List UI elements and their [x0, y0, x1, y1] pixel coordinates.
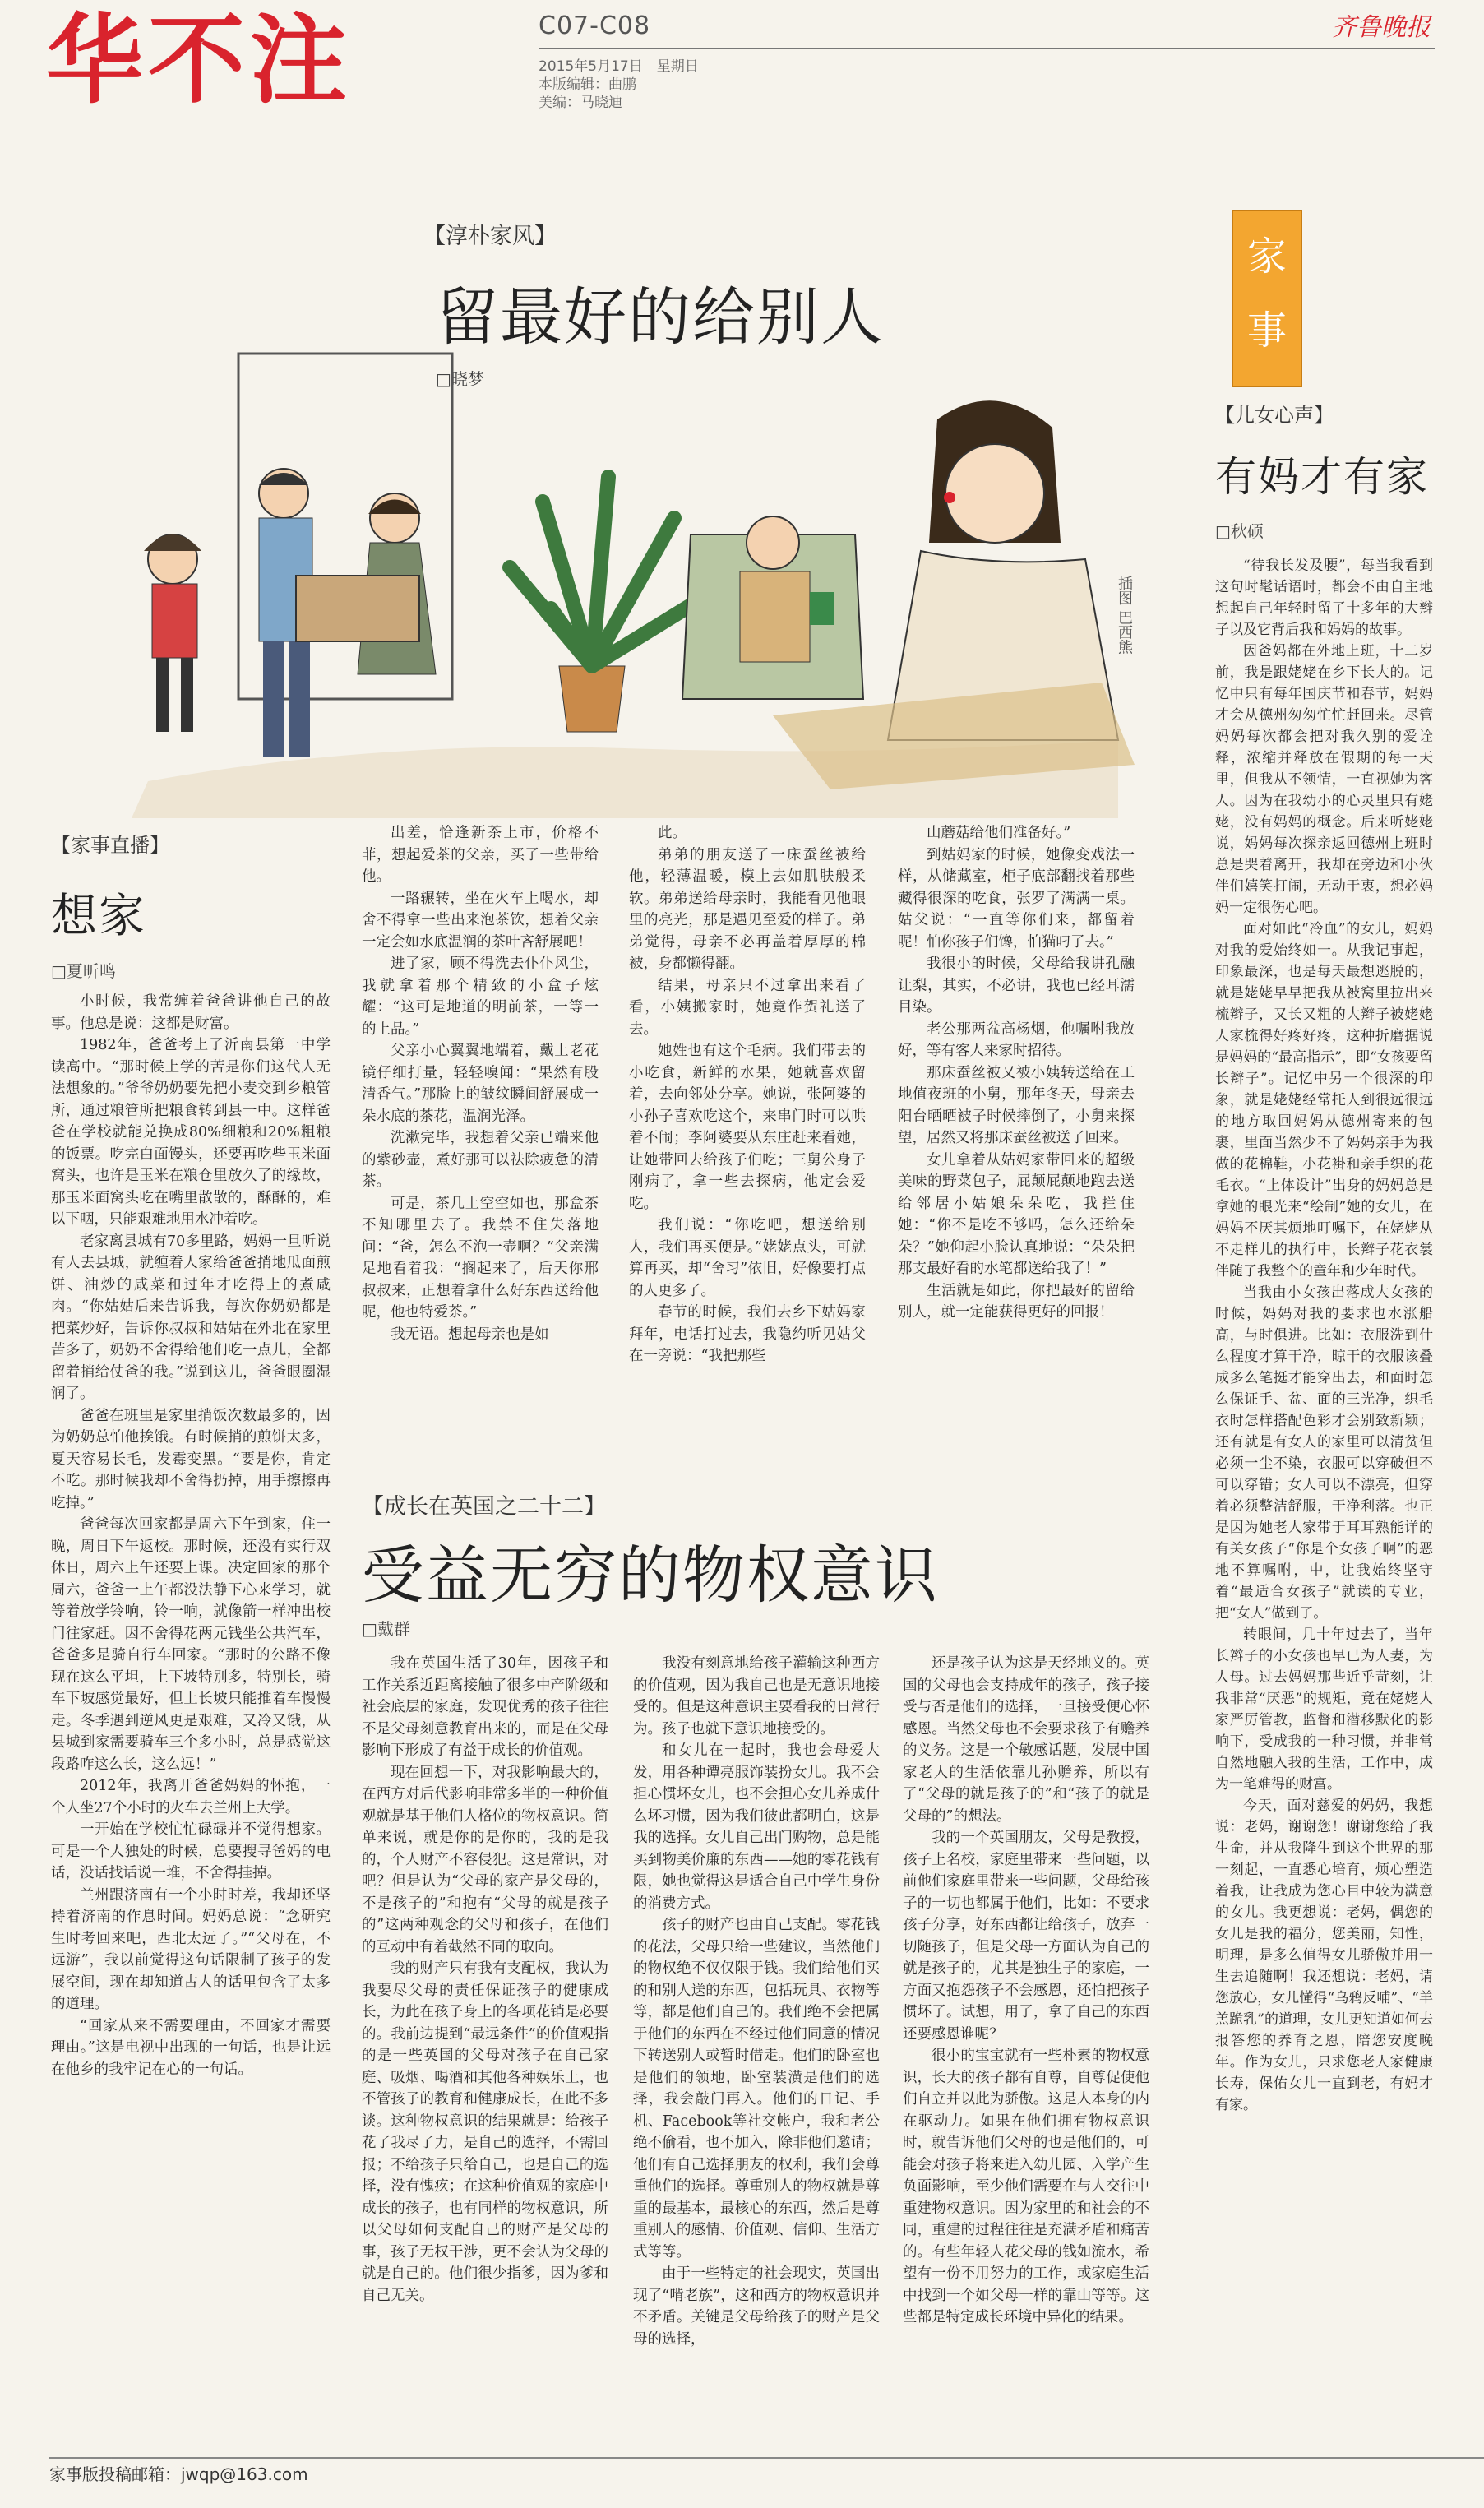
illustration-credit: 插图 巴西熊: [1116, 576, 1133, 655]
paragraph: 因爸妈都在外地上班，十二岁前，我是跟姥姥在乡下长大的。记忆中只有每年国庆节和春节，妈妈才会从德州匆匆忙忙赶回来。尽管妈妈每次都会把对我久别的爱诠释，浓缩并释放在假期的每一天里，但我从不领情，一直视她为客人。因为在我幼小的心灵里只有姥姥，没有妈妈的概念。后来听姥姥说，妈妈每次探亲返回德州上班时总是哭着离开，我却在旁边和小伙伴们嬉笑打闹，无动于衷，想必妈妈一定很伤心吧。: [1215, 643, 1433, 916]
article3-tag: 【成长在英国之二十二】: [362, 1494, 606, 1520]
article1-title: 留最好的给别人: [436, 280, 885, 354]
paragraph: 洗漱完毕，我想着父亲已端来他的紫砂壶，煮好那可以祛除疲惫的清茶。: [362, 1130, 599, 1190]
section-badge: [1232, 210, 1302, 387]
article1-col2-text: [629, 822, 866, 1367]
paragraph: 爸爸每次回家都是周六下午到家，住一晚，周日下午返校。那时候，还没有实行双休日，周六上午还要上课。决定回家的那个周六，爸爸一上午都没法静下心来学习，就等着放学铃响，铃一响，就像箭一样冲出校门往家赶。因不舍得花两元钱坐公共汽车，爸爸多是骑自行车回家。“那时的公路不像现在这么平坦，上下坡特别多，特别长，骑车下坡感觉最好，但上长坡只能推着车慢慢走。冬季遇到逆风更是艰难，又冷又饿，从县城到家需要骑车三个多小时，总是感觉这段路咋这么长，这么远！”: [51, 1516, 331, 1773]
paragraph: 现在回想一下，对我影响最大的，在西方对后代影响非常多半的一种价值观就是基于他们人格位的物权意识。简单来说，就是你的是你的，我的是我的，个人财产不容侵犯。这是常识，对吧？但是认为“父母的家产是父母的，不是孩子的”和抱有“父母的就是孩子的”这两种观念的父母和孩子，在他们的互动中有着截然不同的取向。: [362, 1764, 608, 1955]
paragraph: 我没有刻意地给孩子灌输这种西方的价值观，因为我自己也是无意识地接受的。但是这种意识主要看我的日常行为。孩子也就下意识地接受的。: [633, 1655, 880, 1738]
sidebar-byline: □秋硕: [1215, 521, 1264, 541]
article1-col3-text: [898, 822, 1135, 1324]
header-divider: [539, 48, 1435, 49]
paragraph: 小时候，我常缠着爸爸讲他自己的故事。他总是说：这都是财富。: [51, 993, 331, 1032]
paragraph: 很小的宝宝就有一些朴素的物权意识，长大的孩子都有自尊，自尊促使他们自立并以此为骄傲。这是人本身的内在驱动力。如果在他们拥有物权意识时，就告诉他们父母的也是他们的，可能会对孩子将来进入幼儿园、入学产生负面影响，至少他们需要在与人交往中重建物权意识。因为家里的和社会的不同，重建的过程往往是充满矛盾和痛苦的。有些年轻人花父母的钱如流水，希望有一份不用努力的工作，或家庭生活中找到一个如父母一样的靠山等等。这些都是特定成长环境中异化的结果。: [903, 2048, 1149, 2325]
page-numbers: C07-C08: [539, 12, 651, 40]
paragraph: 我无语。想起母亲也是如: [391, 1326, 549, 1343]
article1-column-2: [629, 822, 866, 1364]
article1-byline: □晓梦: [436, 369, 484, 389]
paragraph: 那床蚕丝被又被小姨转送给在工地值夜班的小舅，那年冬天，母亲去阳台晒晒被子时候摔倒了，小舅来探望，居然又将那床蚕丝被送了回来。: [898, 1064, 1135, 1146]
article3-column-2: [633, 1653, 880, 2446]
paragraph: 生活就是如此，你把最好的留给别人，就一定能获得更好的回报！: [898, 1282, 1135, 1321]
paragraph: 我们说：“你吃吧，想送给别人，我们再买便是。”姥姥点头，可就算再买，却“舍习”依旧，好像要打点的人更多了。: [629, 1217, 866, 1299]
paragraph: 2012年，我离开爸爸妈妈的怀抱，一个人坐27个小时的火车去兰州上大学。: [51, 1778, 331, 1816]
paragraph: 到姑妈家的时候，她像变戏法一样，从储藏室，柜子底部翻找着那些藏得很深的吃食，张罗了满满一桌。姑父说：“一直等你们来，都留着呢！怕你孩子们馋，怕猫叼了去。”: [898, 846, 1135, 951]
paragraph: “回家从来不需要理由，不回家才需要理由。”这是电视中出现的一句话，也是让远在他乡的我牢记在心的一句话。: [51, 2017, 331, 2078]
footer-contact: 家事版投稿邮箱：jwqp@163.com: [49, 2464, 308, 2484]
sidebar-title: 有妈才有家: [1215, 453, 1429, 501]
paragraph: 一开始在学校忙忙碌碌并不觉得想家。可是一个人独处的时候，总要搜寻爸妈的电话，没话找话说一堆，不舍得挂掉。: [51, 1821, 331, 1881]
paragraph: 父亲小心翼翼地端着，戴上老花镜仔细打量，轻轻嗅闻：“果然有股清香气。”那脸上的皱纹瞬间舒展成一朵水底的茶花，温润光泽。: [362, 1043, 599, 1125]
paragraph: 还是孩子认为这是天经地义的。英国的父母也会支持成年的孩子，孩子接受与否是他们的选择，一旦接受便心怀感恩。当然父母也不会要求孩子有赡养的义务。这是一个敏感话题，发展中国家老人的生活依靠儿孙赡养，所以有了“父母的就是孩子的”和“孩子的就是父母的”的想法。: [903, 1655, 1149, 1825]
footer-divider: [49, 2457, 1484, 2459]
paragraph: 可是，茶几上空空如也，那盒茶不知哪里去了。我禁不住失落地问：“爸，怎么不泡一壶啊？”父亲满足地看着我：“搁起来了，后天你邢叔叔来，正想着拿什么好东西送给他呢，他也特爱茶。”: [362, 1195, 599, 1321]
paragraph: 爸爸在班里是家里捎饭次数最多的，因为奶奶总怕他挨饿。有时候捎的煎饼太多，夏天容易长毛，发霉变黑。“要是你，肯定不吃。那时候我却不舍得扔掉，用手擦擦再吃掉。”: [51, 1407, 331, 1511]
article2-tag: 【家事直播】: [51, 834, 169, 857]
sidebar-body: [1215, 555, 1433, 2438]
paragraph: 老公那两盆高杨烟，他嘱咐我放好，等有客人来家时招待。: [898, 1020, 1135, 1059]
paragraph: 今天，面对慈爱的妈妈，我想说：老妈，谢谢您！谢谢您给了我生命，并从我降生到这个世界的那一刻起，一直悉心培育，烦心塑造着我，让我成为您心目中较为满意的女儿。我更想说：老妈，偶您的女儿是我的福分，您美丽，知性，明理，是多么值得女儿骄傲并用一生去追随啊！我还想说：老妈，请您放心，女儿懂得“乌鸦反哺”、“羊羔跪乳”的道理，女儿更知道如何去报答您的养育之恩，陪您安度晚年。作为女儿，只求您老人家健康长寿，保佑女儿一直到老，有妈才有家。: [1215, 1798, 1433, 2113]
article2-title: 想家: [51, 890, 146, 943]
family-illustration: [49, 354, 1159, 818]
paragraph: 她姓也有这个毛病。我们带去的小吃食，新鲜的水果，她就喜欢留着，去向邻处分享。她说，张阿婆的小孙子喜欢吃这个，来串门时可以哄着不闹；李阿婆要从东庄赶来看她，让她带回去给孩子们吃；三舅公身子刚病了，拿一些去探病，他定会爱吃。: [629, 1043, 866, 1212]
issue-meta: 2015年5月17日 星期日 本版编辑：曲鹏 美编：马晓迪: [539, 58, 699, 111]
girl-figure: [144, 534, 201, 732]
article1-column-1: [362, 822, 599, 1343]
newspaper-logo: 齐鲁晚报: [1332, 13, 1431, 42]
potted-plant: [510, 477, 699, 732]
badge-char-1: 家: [1246, 234, 1287, 280]
paragraph: 1982年，爸爸考上了沂南县第一中学读高中。“那时候上学的苦是你们这代人无法想象的。”爷爷奶奶要先把小麦交到乡粮管所，通过粮管所把粮食转到县一中。这样爸爸在学校就能兑换成80%细粮和20%粗粮的饭票。吃完白面馒头，还要再吃些玉米面窝头，也许是玉米在粮仓里放久了的缘故，那玉米面窝头吃在嘴里散散的，酥酥的，难以下咽，只能艰难地用水冲着吃。: [51, 1037, 331, 1228]
paragraph: 进了家，顾不得洗去仆仆风尘，我就拿着那个精致的小盒子炫耀：“这可是地道的明前茶，一等一的上品。”: [362, 956, 599, 1038]
paragraph: 当我由小女孩出落成大女孩的时候，妈妈对我的要求也水涨船高，与时俱进。比如：衣服洗到什么程度才算干净，晾干的衣服该叠成多么笔挺才能穿出去，和面时怎么保证手、盆、面的三光净，织毛衣时怎样搭配色彩才会别致新颖；还有就是有女人的家里可以清贫但必须一尘不染，衣服可以穿破但不可以穿错；女人可以不漂亮，但穿着必须整洁舒服，干净利落。也正是因为她老人家带于耳耳熟能详的有关女孩子“你是个女孩子啊”的恶地不算嘱咐，中，让我始终坚守着“最适合女孩子”就读的专业，把“女人”做到了。: [1215, 1284, 1433, 1622]
article3-column-1: [362, 1653, 608, 2446]
paragraph: 结果，母亲只不过拿出来看了看，小姨搬家时，她竟作贺礼送了去。: [629, 977, 866, 1038]
article2-body: [51, 991, 331, 2438]
paragraph: 面对如此“冷血”的女儿，妈妈对我的爱始终如一。从我记事起，印象最深，也是每天最想逃脱的，就是姥姥早早把我从被窝里拉出来梳辫子，又长又粗的大辫子被姥姥人家梳得好疼好疼，这种折磨据说是妈妈的“最高指示”，即“女孩要留长辫子”。记忆中另一个很深的印象，就是姥姥经常托人到很远很远的地方取回妈妈从德州寄来的包裹，里面当然少不了妈妈亲手为我做的花棉鞋，小花褂和亲手织的花毛衣。“上体设计”出身的妈妈总是拿她的眼光来“绘制”她的女儿，在妈妈不厌其烦地叮嘱下，在姥姥从不走样儿的执行中，长辫子花衣裳伴随了我整个的童年和少年时代。: [1215, 921, 1433, 1279]
article2-text: [51, 991, 331, 2080]
paragraph: 山蘑菇给他们准备好。”: [927, 825, 1071, 841]
paragraph: 弟弟的朋友送了一床蚕丝被给他，轻薄温暖，模上去如肌肤般柔软。弟弟送给母亲时，我能看见他眼里的亮光，那是遇见至爱的样子。弟弟觉得，母亲不必再盖着厚厚的棉被，身都懒得翻。: [629, 846, 866, 972]
sidebar-tag: 【儿女心声】: [1215, 404, 1334, 427]
article3-col3-text: [903, 1653, 1149, 2329]
paragraph: 出差，恰逢新茶上市，价格不菲，想起爱茶的父亲，买了一些带给他。: [362, 825, 599, 885]
masthead-title: 华不注: [46, 3, 353, 117]
article2-byline: □夏昕鸣: [51, 961, 116, 981]
article3-byline: □戴群: [362, 1619, 410, 1639]
gift-box: [296, 576, 419, 641]
article3-column-3: [903, 1653, 1149, 2446]
article1-tag: 【淳朴家风】: [423, 224, 557, 249]
sidebar-text: [1215, 555, 1433, 2116]
paragraph: 我的财产只有我有支配权，我认为我要尽父母的责任保证孩子的健康成长，为此在孩子身上的各项花销是必要的。我前边提到“最远条件”的价值观指的是一些英国的父母对孩子在自己家庭、吸烟、喝酒和其他各种娱乐上，也不管孩子的教育和健康成长，在此不多谈。这种物权意识的结果就是：给孩子花了我尽了力，是自己的选择，不需回报；不给孩子只给自己，也是自己的选择，没有愧疚；在这种价值观的家庭中成长的孩子，也有同样的物权意识，所以父母如何支配自己的财产是父母的事，孩子无权干涉，更不会认为父母的就是自己的。他们很少指爹，因为爹和自己无关。: [362, 1960, 608, 2304]
paragraph: 和女儿在一起时，我也会母爱大发，用各种谭亮服饰装扮女儿。我不会担心惯坏女儿，也不会担心女儿养成什么坏习惯，因为我们彼此都明白，这是我的选择。女儿自己出门购物，总是能买到物美价廉的东西——她的零花钱有限，她也觉得这是适合自己中学生身份的消费方式。: [633, 1742, 880, 1912]
article3-col1-text: [362, 1653, 608, 2307]
article3-col2-text: [633, 1653, 880, 2350]
paragraph: 由于一些特定的社会现实，英国出现了“啃老族”，这和西方的物权意识并不矛盾。关键是父母给孩子的财产是父母的选择，: [633, 2265, 880, 2348]
paragraph: 我很小的时候，父母给我讲孔融让梨，其实，不必讲，我也已经耳濡目染。: [898, 956, 1135, 1016]
paragraph: “待我长发及腰”，每当我看到这句时髦话语时，都会不由自主地想起自己年轻时留了十多年的大辫子以及它背后我和妈妈的故事。: [1215, 558, 1433, 638]
armchair-man: [682, 516, 863, 699]
paragraph: 春节的时候，我们去乡下姑妈家拜年，电话打过去，我隐约听见姑父在一旁说：“我把那些: [629, 1304, 866, 1364]
article1-col1-text: [362, 822, 599, 1345]
article1-column-3: [898, 822, 1135, 1321]
article3-title: 受益无穷的物权意识: [362, 1539, 939, 1612]
badge-char-2: 事: [1246, 308, 1287, 354]
paragraph: 转眼间，几十年过去了，当年长辫子的小女孩也早已为人妻，为人母。过去妈妈那些近乎苛刻，让我非常“厌恶”的规矩，竟在姥姥人家严厉管教，监督和潜移默化的影响下，受成我的一种习惯，并非常自然地融入我的生活，工作中，成为一笔难得的财富。: [1215, 1626, 1433, 1793]
paragraph: 女儿拿着从姑妈家带回来的超级美味的野菜包子，屁颠屁颠地跑去送给邻居小姑娘朵朵吃，我拦住她：“你不是吃不够吗，怎么还给朵朵？”她仰起小脸认真地说：“朵朵把那支最好看的水笔都送给我了！”: [898, 1151, 1135, 1277]
paragraph: 兰州跟济南有一个小时时差，我却还坚持着济南的作息时间。妈妈总说：“念研究生时考回来吧，西北太远了。”“父母在，不远游”，我以前觉得这句话限制了孩子的发展空间，现在却知道古人的话里包含了太多的道理。: [51, 1886, 331, 2012]
paragraph: 我在英国生活了30年，因孩子和工作关系近距离接触了很多中产阶级和社会底层的家庭，发现优秀的孩子往往不是父母刻意教育出来的，而是在父母影响下形成了有益于成长的价值观。: [362, 1655, 608, 1759]
paragraph: 此。: [658, 825, 687, 841]
masthead: [46, 3, 506, 117]
paragraph: 一路辗转，坐在火车上喝水，却舍不得拿一些出来泡茶饮，想着父亲一定会如水底温润的茶叶吝舒展吧！: [362, 890, 599, 951]
paragraph: 我的一个英国朋友，父母是教授，孩子上名校，家庭里带来一些问题，以前他们家庭里带来一些问题，父母给孩子的一切也都属于他们，比如：不要求孩子分享，好东西都让给孩子，放弃一切随孩子，但是父母一方面认为自己的就是孩子的，尤其是独生子的家庭，一方面又抱怨孩子不会感恩，还怕把孩子惯坏了。试想，用了，拿了自己的东西还要感恩谁呢？: [903, 1830, 1149, 2043]
paragraph: 老家离县城有70多里路，妈妈一旦听说有人去县城，就缠着人家给爸爸捎地瓜面煎饼、油炒的咸菜和过年才吃得上的煮咸肉。“你姑姑后来告诉我，每次你奶奶都是把菜炒好，告诉你叔叔和姑姑在外北在家里苦多了，奶奶不舍得给他们吃一点儿，全都留着捎给仗爸的我。”说到这儿，爸爸眼圈湿润了。: [51, 1233, 331, 1402]
paragraph: 孩子的财产也由自己支配。零花钱的花法，父母只给一些建议，当然他们的物权绝不仅仅限于钱。我们给他们买的和别人送的东西，包括玩具、衣物等等，都是他们自己的。我们绝不会把属于他们的东西在不经过他们同意的情况下转送别人或暂时借走。他们的卧室也是他们的领地，卧室装潢是他们的选择，我会敲门再入。他们的日记、手机、Facebook等社交帐户，我和老公绝不偷看，也不加入，除非他们邀请；他们有自己选择朋友的权利，我们会尊重他们的选择。尊重别人的物权就是尊重的最基本，最核心的东西，然后是尊重别人的感情、价值观、信仰、生活方式等等。: [633, 1917, 880, 2260]
